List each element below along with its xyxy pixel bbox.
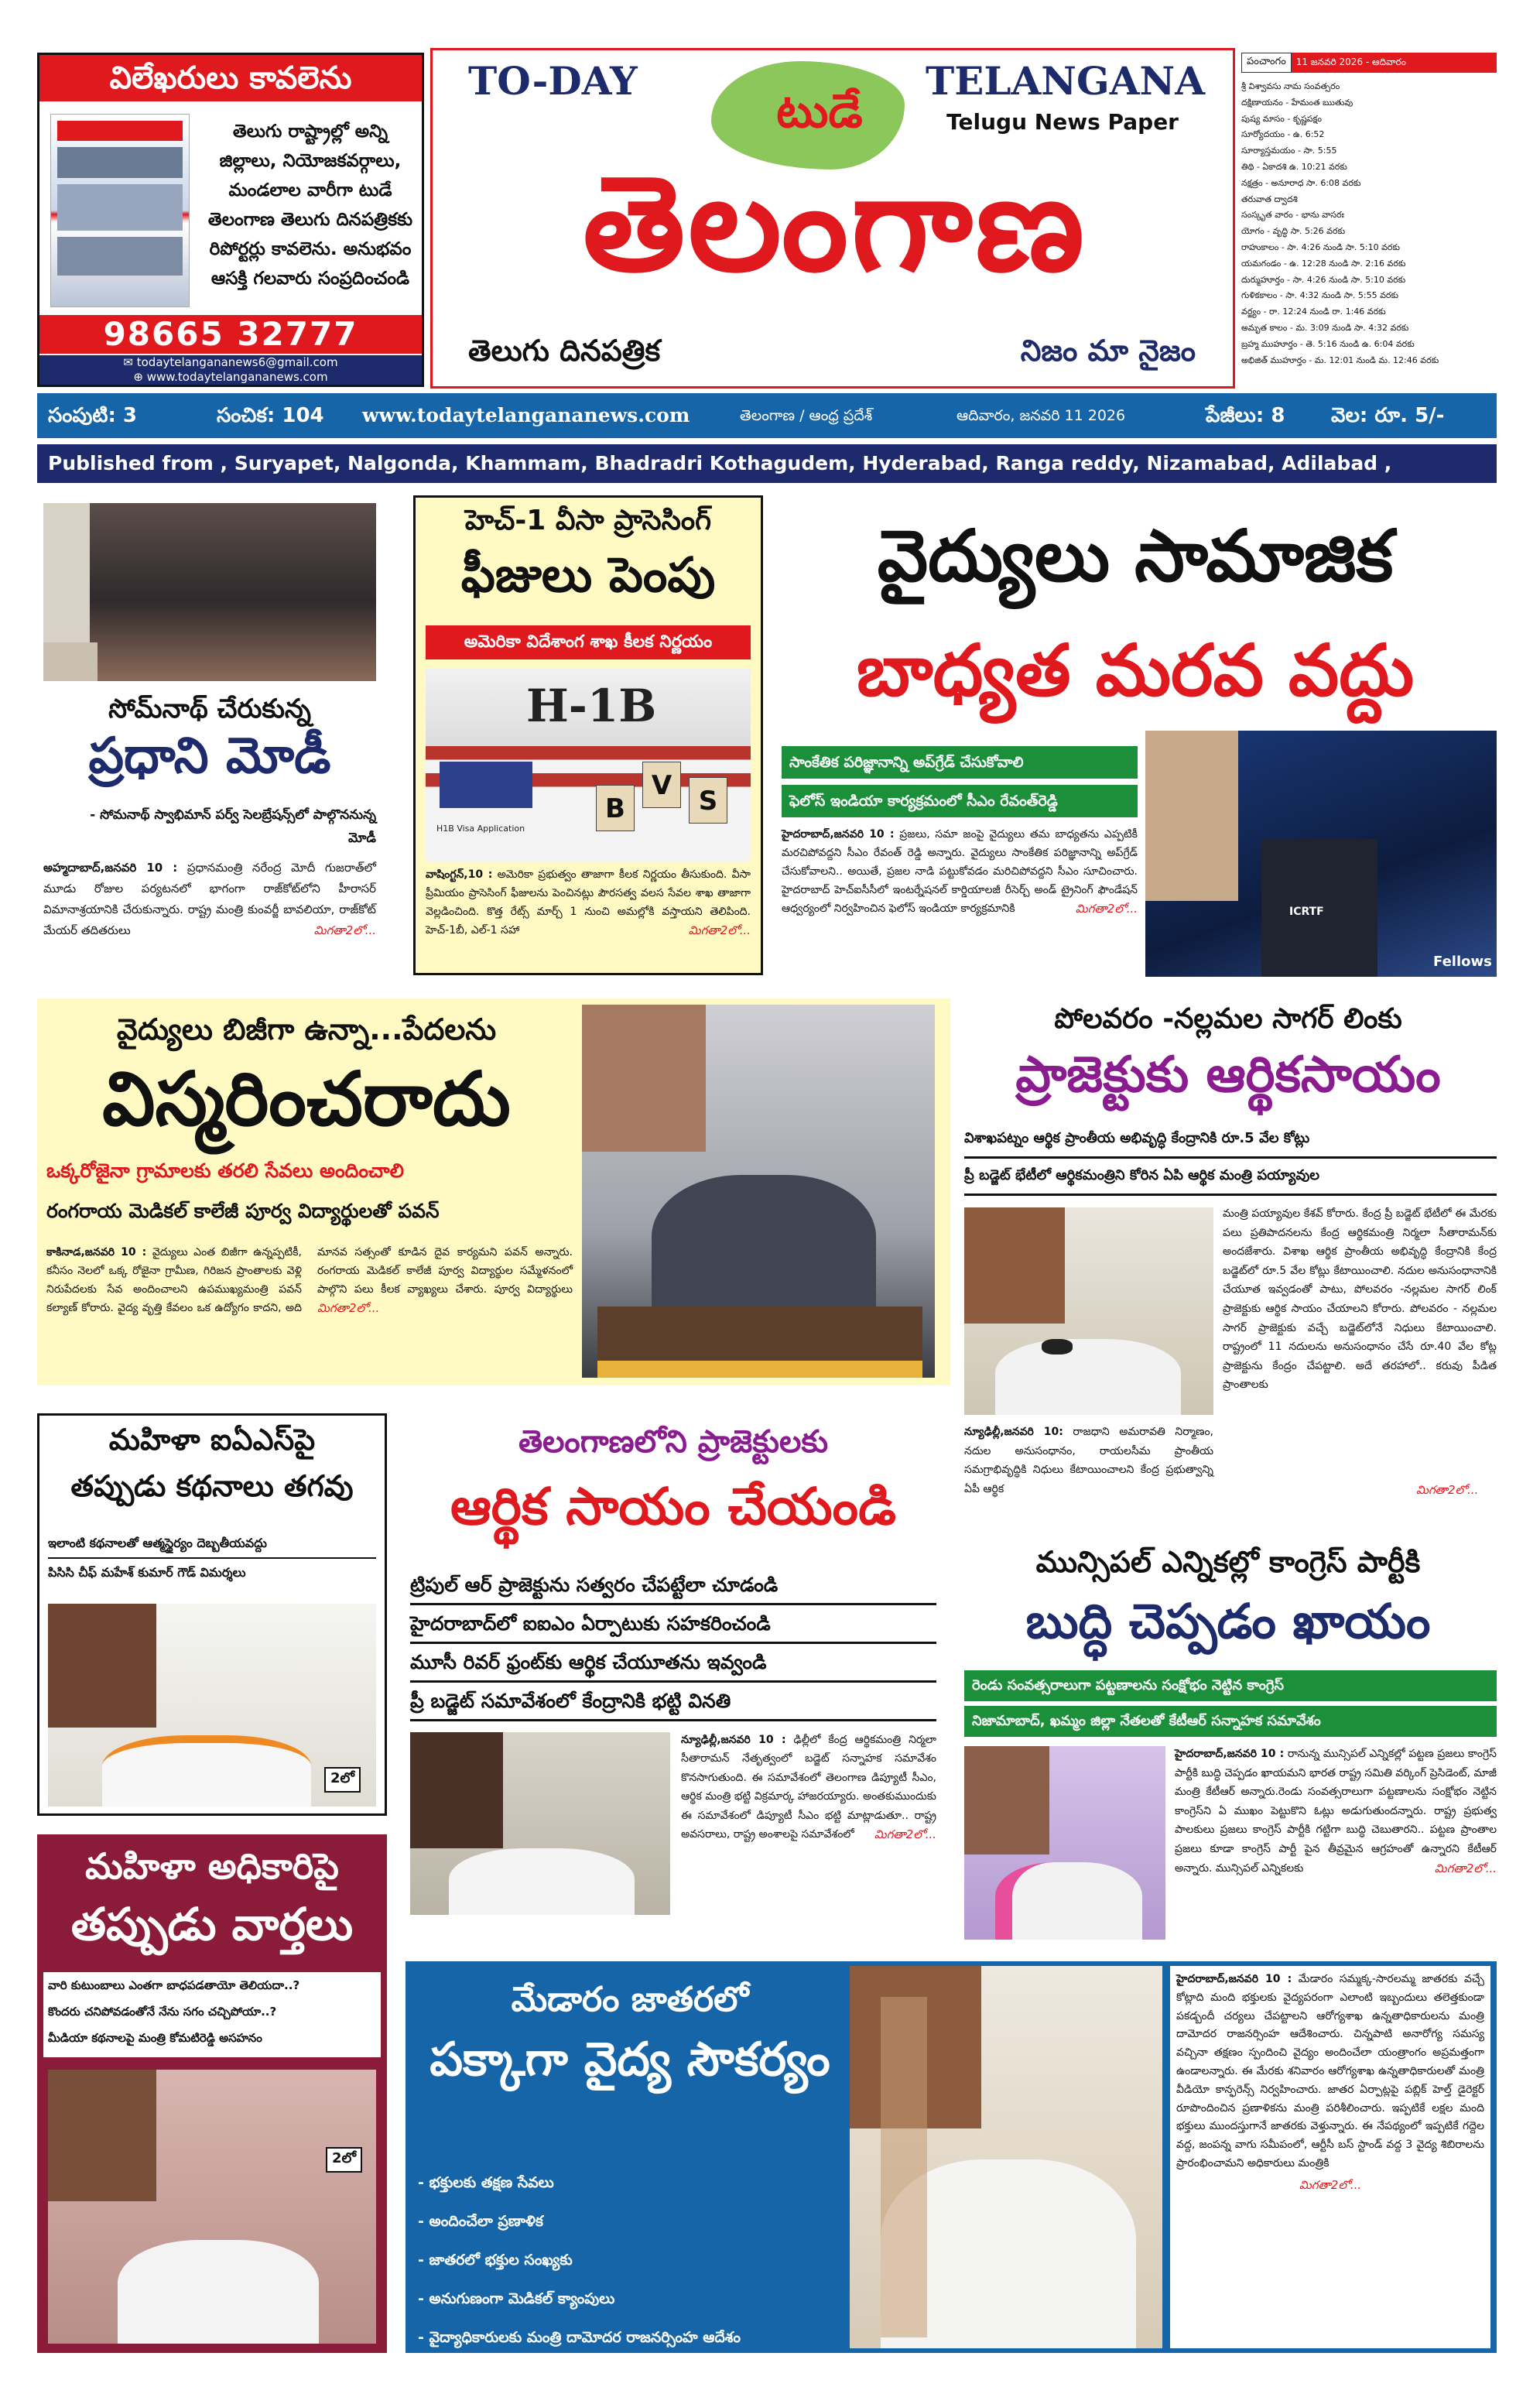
modi-story xyxy=(43,858,376,941)
ad-phone[interactable]: 98665 32777 xyxy=(39,315,422,354)
modi-photo xyxy=(43,503,376,681)
panchangam-date: 11 జనవరి 2026 - ఆదివారం xyxy=(1292,53,1497,73)
komati-photo xyxy=(48,2070,376,2344)
modi-body: ప్రధానమంత్రి నరేంద్ర మోదీ గుజరాత్‌లో మూడు రోజుల పర్యటనలో భాగంగా రాజ్‌కోట్‌లోని హీరాసర్ విమానాశ్రయానికి చేరుకున్నారు. రాష్ట్ర మంత్రి కుంవర్జీ బావలియా, రాజ్‌కోట్ మేయర్ తదితరులు xyxy=(43,861,376,937)
h1b-img-label: H-1B xyxy=(526,680,657,732)
panchangam-line: నక్షత్రం - అనూరాధ సా. 6:08 వరకు xyxy=(1241,177,1361,188)
bhatti-point: ట్రిపుల్ ఆర్ ప్రాజెక్టును సత్వరం చేపట్టేలా చూడండి xyxy=(410,1567,936,1605)
pawan-kicker: వైద్యులు బిజీగా ఉన్నా...పేదలను xyxy=(116,1012,497,1046)
mahesh-photo xyxy=(48,1604,376,1807)
mahesh-headline1: మహిళా ఐఏఎస్‌పై xyxy=(108,1423,316,1457)
doctors-more[interactable]: మిగతా2లో... xyxy=(1075,902,1138,916)
pawan-sub2: రంగరాయ మెడికల్ కాలేజీ పూర్వ విద్యార్థులతో పవన్ xyxy=(46,1200,440,1222)
medaram-headline: పక్కాగా వైద్య సౌకర్యం xyxy=(429,2033,830,2087)
speaker-silhouette xyxy=(48,2070,156,2201)
mahesh-sub2: పిసిసి చీఫ్ మహేశ్ కుమార్ గౌడ్ విమర్శలు xyxy=(48,1565,246,1580)
bhatti-more[interactable]: మిగతా2లో... xyxy=(874,1827,936,1842)
figure-silhouette xyxy=(43,503,90,642)
pawan-dateline: కాకినాడ,జనవరి 10 : xyxy=(46,1246,147,1259)
globe-icon: ⊕ xyxy=(133,370,147,384)
ktr-sub2: నిజామాబాద్, ఖమ్మం జిల్లా నేతలతో కేటీఆర్ సన్నాహక సమావేశం xyxy=(964,1706,1497,1737)
podium xyxy=(597,1307,922,1368)
daily-label: తెలుగు దినపత్రిక xyxy=(468,334,661,368)
h1b-headline1: హెచ్-1 వీసా ప్రాసెసింగ్ xyxy=(464,505,712,536)
medaram-dateline: హైదరాబాద్,జనవరి 10 : xyxy=(1176,1973,1292,1985)
medaram-bullet: - అనుగుణంగా మెడికల్ క్యాంపులు xyxy=(418,2290,615,2307)
panchangam-line: సూర్యాస్తమయం - సా. 5:55 xyxy=(1241,146,1337,156)
logo-big: తెలంగాణ xyxy=(583,148,1087,301)
modi-dateline: అహ్మదాబాద్,జనవరి 10 : xyxy=(43,861,178,875)
bhatti-point: హైదరాబాద్‌లో ఐఐఎం ఏర్పాటుకు సహకరించండి xyxy=(410,1605,936,1644)
shirt-shape xyxy=(995,1339,1181,1415)
komati-headline1: మహిళా అధికారిపై xyxy=(85,1845,339,1887)
bhatti-kicker: తెలంగాణలోని ప్రాజెక్టులకు xyxy=(518,1424,829,1460)
modi-sub: - సోమనాథ్ స్వాభిమాన్ పర్వ్ సెలబ్రేషన్స్‌లో పాల్గొననున్న మోడీ xyxy=(90,807,376,846)
tile-icon: V xyxy=(642,762,681,808)
stage-text2: Fellows xyxy=(1433,954,1492,970)
shirt-shape xyxy=(995,1862,1142,1940)
revanth-photo xyxy=(1145,731,1497,977)
flower-row xyxy=(597,1361,922,1378)
panchangam-line: అభిజిత్ ముహూర్తం - మ. 12:01 నుండి మ. 12:46 వరకు xyxy=(1241,354,1439,365)
ktr-kicker: మున్సిపల్ ఎన్నికల్లో కాంగ్రెస్ పార్టీకి xyxy=(1035,1545,1421,1579)
page-count: పేజీలు: 8 xyxy=(1206,404,1285,427)
polavaram-sub2: ప్రీ బడ్జెట్ భేటీలో ఆర్థికమంత్రిని కోరిన ఏపి ఆర్థిక మంత్రి పయ్యావుల xyxy=(964,1167,1320,1183)
logo-small: టుడే xyxy=(776,84,863,139)
panchangam-line: తిథి - ఏకాదశి ఉ. 10:21 వరకు xyxy=(1241,161,1347,172)
panchangam-line: యమగండం - ఉ. 12:28 నుండి సా. 2:16 వరకు xyxy=(1241,258,1406,269)
polavaram-body: రాజధాని అమరావతి నిర్మాణం, నదుల అనుసంధానం, రాయలసీమ ప్రాంతీయ సమగ్రాభివృద్ధికి నిధులు కేటాయించాలని కేంద్ర ప్రభుత్వాన్ని ఏపీ ఆర్థిక xyxy=(964,1426,1213,1495)
microphone-icon xyxy=(1042,1339,1073,1354)
price: వెల: రూ. 5/- xyxy=(1331,404,1445,427)
tile-icon: S xyxy=(689,777,727,824)
pawan-more[interactable]: మిగతా2లో... xyxy=(317,1301,380,1315)
komati-sub3: మీడియా కథనాలపై మంత్రి కోమటిరెడ్డి అసహనం xyxy=(48,2031,262,2045)
h1b-headline2: ఫీజులు పెంపు xyxy=(460,546,716,603)
modi-headline: ప్రధాని మోడీ xyxy=(88,728,331,785)
bhatti-point: మూసీ రివర్ ఫ్రంట్‌కు ఆర్థిక చేయూతను ఇవ్వండి xyxy=(410,1644,936,1683)
medaram-bullet: - వైద్యాధికారులకు మంత్రి దామోదర రాజనర్సింహ ఆదేశం xyxy=(418,2329,741,2346)
ad-website[interactable]: www.todaytelangananews.com xyxy=(146,370,328,384)
doctors-dateline: హైదరాబాద్,జనవరి 10 : xyxy=(782,828,895,841)
panchangam-line: శ్రీ విశ్వావసు నామ సంవత్సరం xyxy=(1241,81,1340,91)
bhatti-story xyxy=(681,1731,936,1844)
bhatti-points xyxy=(410,1567,936,1721)
medaram-body: మేడారం సమ్మక్క-సారలమ్మ జాతరకు వచ్చే కోట్లాది మంది భక్తులకు వైద్యపరంగా ఎలాంటి ఇబ్బందులు తలెత్తకుండా పకడ్బందీ చర్యలు చేపట్టాలని ఆరోగ్యశాఖ ఉన్నతాధికారులను మంత్రి దామోదర రాజనర్సింహ ఆదేశించారు. చిన్నపాటి అనారోగ్య సమస్య వచ్చినా తక్షణం స్పందించి వైద్యం అందించేలా యంత్రాంగం అప్రమత్తంగా ఉండాలన్నారు. ఈ మేరకు శనివారం ఆరోగ్యశాఖ ఉన్నతాధికారులతో మంత్రి వీడియో కాన్ఫరెన్స్ నిర్వహించారు. జాతర ఏర్పాట్లపై పబ్లిక్ హెల్త్ డైరెక్టర్ రూపొందించిన ప్రణాళికను మంత్రి పరిశీలించారు. ఇప్పటికే లక్షల మంది భక్తులు ముందస్తుగానే జాతరకు వెళ్తున్నారు. ఈ నేపథ్యంలో ఇప్పటికే గద్దెల వద్ద, జంపన్న వాగు సమీపంలో, ఆర్టీసీ బస్ స్టాండ్ వద్ద 3 వైద్య శిబిరాలను ప్రారంభించామని అధికారులు మంత్రికి xyxy=(1176,1973,1484,2170)
ktr-sub1: రెండు సంవత్సరాలుగా పట్టణాలను సంక్షోభం నెట్టిన కాంగ్రెస్ xyxy=(964,1670,1497,1701)
background-person xyxy=(881,1997,927,2337)
panchangam-list xyxy=(1241,79,1497,368)
komati-tag: 2లో xyxy=(326,2147,362,2173)
stage-text: ICRTF xyxy=(1289,906,1324,918)
published-from-bar: Published from , Suryapet, Nalgonda, Khammam, Bhadradri Kothagudem, Hyderabad, Ranga reddy, Nizamabad, Adilabad , xyxy=(37,444,1497,483)
pawan-headline: విస్మరించరాదు xyxy=(102,1056,511,1142)
bhatti-point: ప్రీ బడ్జెట్ సమావేశంలో కేంద్రానికి భట్టి వినతి xyxy=(410,1683,936,1721)
slogan: నిజం మా నైజం xyxy=(1020,334,1196,368)
ktr-more[interactable]: మిగతా2లో... xyxy=(1434,1861,1497,1875)
doctors-headline2: బాధ్యత మరవ వద్దు xyxy=(856,629,1415,712)
medaram-kicker: మేడారం జాతరలో xyxy=(511,1980,749,2019)
mahesh-tag: 2లో xyxy=(324,1767,361,1793)
medaram-story-panel xyxy=(1170,1966,1490,2348)
polavaram-left-story xyxy=(964,1423,1213,1498)
ad-text: తెలుగు రాష్ట్రాల్లో అన్ని జిల్లాలు, నియోజకవర్గాలు, మండలాల వారీగా టుడే తెలంగాణ తెలుగు దినపత్రికకు రిపోర్టర్లు కావలెను. అనుభవం ఆసక్తి గలవారు సంప్రదించండి xyxy=(207,122,413,289)
panchangam-line: దుర్ముహూర్తం - సా. 4:26 నుండి సా. 5:10 వరకు xyxy=(1241,274,1406,285)
divider xyxy=(964,1156,1497,1159)
h1b-dateline: వాషింగ్టన్,10 : xyxy=(426,868,493,881)
mahesh-headline2: తప్పుడు కథనాలు తగవు xyxy=(70,1469,354,1503)
info-bar xyxy=(37,393,1497,438)
polavaram-right-story: మంత్రి పయ్యావుల కేశవ్ కోరారు. కేంద్ర ప్రీ బడ్జెట్ భేటీలో ఈ మేరకు పలు ప్రతిపాదనలను కేంద్ర ఆర్థికమంత్రి నిర్మలా సీతారామన్‌కు అందజేశారు. విశాఖ ఆర్థిక ప్రాంతీయ అభివృద్ధి కేంద్రానికి కేంద్ర బడ్జెట్‌లో రూ.5 వేల కోట్లు కేటాయించాలి. నదుల అనుసంధానానికి చేయూత ఇవ్వడంతో పాటు, పోలవరం -నల్లమల సాగర్ లింక్ ప్రాజెక్టుకు ఆర్థిక సాయం చేయాలని కోరారు. పోలవరం - నల్లమల సాగర్ ప్రాజెక్టుకు వచ్చే బడ్జెట్‌లోనే నిధులు కేటాయించాలి. రాష్ట్రంలో 11 నదులను అనుసంధానం చేసే రూ.40 వేల కోట్ల ప్రాజెక్టును కేంద్రం చేపట్టాలి. అదే తరహాలో.. కరువు పీడిత ప్రాంతాలకు xyxy=(1223,1207,1497,1392)
polavaram-dateline: న్యూఢిల్లీ,జనవరి 10: xyxy=(964,1426,1063,1438)
pawan-photo xyxy=(582,1005,935,1378)
ktr-photo xyxy=(964,1746,1165,1940)
mahesh-sub1: ఇలాంటి కథనాలతో ఆత్మస్థైర్యం దెబ్బతీయవద్దు xyxy=(48,1536,267,1550)
speaker-silhouette xyxy=(964,1746,1049,1854)
komati-sub2: కొందరు చనిపోవడంతోనే నేను సగం చచ్చిపోయా..? xyxy=(48,2005,277,2019)
modi-kicker: సోమ్‌నాథ్ చేరుకున్న xyxy=(108,693,311,724)
panchangam-line: గుళికకాలం - సా. 4:32 నుండి సా. 5:55 వరకు xyxy=(1241,290,1398,301)
doctors-headline1: వైద్యులు సామాజిక xyxy=(877,515,1394,598)
bhatti-body: ఢిల్లీలో కేంద్ర ఆర్థికమంత్రి నిర్మలా సీతారామన్ నేతృత్వంలో బడ్జెట్ సన్నాహక సమావేశం కొనసాగుతుంది. ఈ సమావేశంలో తెలంగాణ డిప్యూటీ సీఎం, ఆర్థిక మంత్రి భట్టి విక్రమార్క హాజరయ్యారు. అంతకుముందుకు ఈ సమావేశంలో డిప్యూటీ సీఎం భట్టి మాట్లాడుతూ.. రాష్ట్ర అవసరాలు, రాష్ట్ర అంశాలపై సమావేశంలో xyxy=(681,1734,936,1841)
recruitment-ad xyxy=(37,53,424,387)
shirt-shape xyxy=(449,1848,635,1915)
panchangam-line: తరువాత ద్వాదశి xyxy=(1241,193,1298,204)
states: తెలంగాణ / ఆంధ్ర ప్రదేశ్ xyxy=(740,407,873,424)
divider xyxy=(48,1557,376,1559)
pawan-story xyxy=(46,1243,573,1318)
h1b-bar: అమెరికా విదేశాంగ శాఖ కీలక నిర్ణయం xyxy=(426,625,751,659)
divider xyxy=(964,1194,1497,1196)
speaker-silhouette xyxy=(410,1732,503,1848)
bhatti-headline: ఆర్థిక సాయం చేయండి xyxy=(450,1477,896,1536)
newspaper-thumbnail xyxy=(50,114,190,307)
panchangam-line: అమృత కాలం - మ. 3:09 నుండి సా. 4:32 వరకు xyxy=(1241,322,1409,333)
komati-headline2: తప్పుడు వార్తలు xyxy=(70,1898,354,1950)
h1b-story xyxy=(426,865,751,940)
polavaram-more[interactable]: మిగతా2లో... xyxy=(1416,1483,1479,1497)
ktr-story xyxy=(1175,1745,1497,1878)
doctors-bar2: ఫెలోస్ ఇండియా కార్యక్రమంలో సీఎం రేవంత్‌రెడ్డి xyxy=(782,785,1138,817)
pawan-sub1: ఒక్కరోజైనా గ్రామాలకు తరలి సేవలు అందించాలి xyxy=(46,1159,404,1182)
medaram-more[interactable]: మిగతా2లో... xyxy=(1299,2177,1362,2192)
panchangam-line: వర్జ్యం - రా. 12:24 నుండి రా. 1:46 వరకు xyxy=(1241,307,1386,317)
ad-email[interactable]: todaytelangananews6@gmail.com xyxy=(136,355,338,369)
panchangam-line: సంస్కృత వారం - భాను వాసరః xyxy=(1241,210,1344,221)
ad-title: విలేఖరులు కావలెను xyxy=(39,55,422,101)
panchangam-line: యోగం - వృద్ధి సా. 5:26 వరకు xyxy=(1241,226,1346,237)
issue: సంచిక: 104 xyxy=(217,404,324,427)
medaram-bullet: - భక్తులకు తక్షణ సేవలు xyxy=(418,2174,554,2191)
komati-sub1: వారి కుటుంబాలు ఎంతగా బాధపడతాయో తెలియదా..? xyxy=(48,1978,300,1992)
bhatti-dateline: న్యూఢిల్లీ,జనవరి 10 : xyxy=(681,1734,786,1746)
shirt-shape xyxy=(102,1735,311,1807)
panchangam-label: పంచాంగం xyxy=(1241,53,1292,73)
speaker-silhouette xyxy=(964,1207,1065,1324)
panchangam-line: రాహుకాలం - సా. 4:26 నుండి సా. 5:10 వరకు xyxy=(1241,241,1400,252)
ktr-dateline: హైదరాబాద్,జనవరి 10 : xyxy=(1175,1748,1285,1760)
payyavula-photo xyxy=(964,1207,1213,1415)
polavaram-kicker: పోలవరం -నల్లమల సాగర్ లింకు xyxy=(1054,1003,1402,1035)
ktr-headline: బుద్ధి చెప్పడం ఖాయం xyxy=(1025,1593,1431,1649)
speaker-silhouette xyxy=(582,1005,706,1152)
doctors-story xyxy=(782,825,1138,918)
today-label: TO-DAY xyxy=(468,58,638,104)
ktr-body: రానున్న మున్సిపల్ ఎన్నికల్లో పట్టణ ప్రజలు కాంగ్రెస్ పార్టీకి బుద్ధి చెప్పడం ఖాయమని భారత రాష్ట్ర సమితి వర్కింగ్ ప్రెసిడెంట్, మాజీ మంత్రి కేటీఆర్ అన్నారు.రెండు సంవత్సరాలుగా పట్టణాలను సంక్షోభం నెట్టిన కాంగ్రెస్‌ని ఏ ముఖం పెట్టుకొని ఓట్లు అడుగుతుందన్నారు. రాష్ట్ర ప్రభుత్వ పాలకులు ప్రజలు కాంగ్రెస్ పార్టీకి గట్టిగా బుద్ధి చెబుతారని.. పట్టణ ప్రాంతాల ప్రజలు కూడా కాంగ్రెస్ పార్టీ పైన తీవ్రమైన ఆగ్రహంతో ఉన్నారని కేటీఆర్ అన్నారు. మున్సిపల్ ఎన్నికలకు xyxy=(1175,1748,1497,1875)
mail-icon: ✉ xyxy=(123,355,137,369)
h1b-photo xyxy=(426,669,751,862)
pawan-body: వైద్యులు ఎంత బిజీగా ఉన్నప్పటికీ, కనీసం నెలలో ఒక్క రోజైనా గ్రామీణ, గిరిజన ప్రాంతాలకు వెళ్లి నిరుపేదలకు సేవ అందించాలని ఉపముఖ్యమంత్రి పవన్ కల్యాణ్ కోరారు. వైద్య వృత్తి కేవలం ఒక ఉద్యోగం కాదని, అది మానవ సత్సంతో కూడిన దైవ కార్యమని పవన్ అన్నారు. రంగరాయ మెడికల్ కాలేజీ పూర్వ విద్యార్థుల సమ్మేళనంలో పాల్గొని పలు కీలక వ్యాఖ్యలు చేశారు. పూర్వ విద్యార్థులు xyxy=(46,1246,573,1314)
medaram-bullet: - జాతరలో భక్తుల సంఖ్యకు xyxy=(418,2252,573,2269)
doctors-bar1: సాంకేతిక పరిజ్ఞానాన్ని అప్‌గ్రేడ్ చేసుకోవాలి xyxy=(782,746,1138,779)
medaram-bullet: - అందించేలా ప్రణాళిక xyxy=(418,2213,543,2230)
polavaram-sub1: విశాఖపట్నం ఆర్థిక ప్రాంతీయ అభివృద్ధి కేంద్రానికి రూ.5 వేల కోట్లు xyxy=(964,1130,1310,1146)
panchangam-box xyxy=(1241,53,1497,390)
h1b-more[interactable]: మిగతా2లో... xyxy=(688,923,751,937)
paper-type: Telugu News Paper xyxy=(946,109,1179,135)
h1b-body: అమెరికా ప్రభుత్వం తాజాగా కీలక నిర్ణయం తీసుకుంది. వీసా ప్రీమియం ప్రాసెసింగ్ ఫీజులను పెంచినట్లు పౌరసత్వ వలస సేవల శాఖ తాజాగా వెల్లడించింది. కొత్త రేట్స్ మార్చ్ 1 నుంచి అమల్లోకి వస్తాయని తెలిపింది. హెచ్-1బీ, ఎల్-1 సహా xyxy=(426,868,751,937)
volume: సంపుటి: 3 xyxy=(48,404,137,427)
panchangam-line: పుష్య మాసం - కృష్ణపక్షం xyxy=(1241,113,1322,124)
medaram-photo xyxy=(850,1966,1162,2348)
modi-more[interactable]: మిగతా2లో... xyxy=(313,923,376,937)
masthead-logo-box xyxy=(430,48,1235,389)
speaker-silhouette xyxy=(48,1604,156,1728)
h1b-visa-label: H1B Visa Application xyxy=(436,824,525,834)
issue-date: ఆదివారం, జనవరి 11 2026 xyxy=(957,407,1126,424)
polavaram-headline: ప్రాజెక్టుకు ఆర్థికసాయం xyxy=(1015,1046,1441,1104)
speaker-silhouette xyxy=(1145,731,1238,901)
panchangam-line: సూర్యోదయం - ఉ. 6:52 xyxy=(1241,129,1325,140)
medaram-bullets xyxy=(418,2159,836,2361)
panchangam-line: బ్రహ్మ ముహూర్తం - తె. 5:16 నుండి ఉ. 6:04 వరకు xyxy=(1241,338,1415,349)
tile-icon: B xyxy=(596,785,635,831)
doctors-body: ప్రజలు, సమా జంపై వైద్యులు తమ బాధ్యతను ఎప్పటికీ మరచిపోవద్దని సీఎం రేవంత్ రెడ్డి అన్నారు. వైద్యులు సాంకేతిక పరిజ్ఞానాన్ని అప్‌గ్రేడ్ చేసుకోవాలని.. అయితే, ప్రజల నాడి పట్టుకోవడం మరిచిపోవద్దని సీఎం సూచించారు. హైదరాబాద్ హెచ్ఐసీసీలో ఇంటర్నేషనల్ కార్డియాలజీ రీసెర్చ్ అండ్ ట్రైనింగ్ ఫౌండేషన్ ఆధ్వర్యంలో నిర్వహించిన ఫెలోస్ ఇండియా కార్యక్రమానికి xyxy=(782,828,1138,915)
telangana-label: TELANGANA xyxy=(926,58,1205,104)
website-link[interactable]: www.todaytelangananews.com xyxy=(362,404,690,426)
shirt-shape xyxy=(118,2240,319,2344)
bhatti-photo xyxy=(410,1732,670,1915)
panchangam-line: దక్షిణాయనం - హేమంత ఋతువు xyxy=(1241,97,1353,108)
